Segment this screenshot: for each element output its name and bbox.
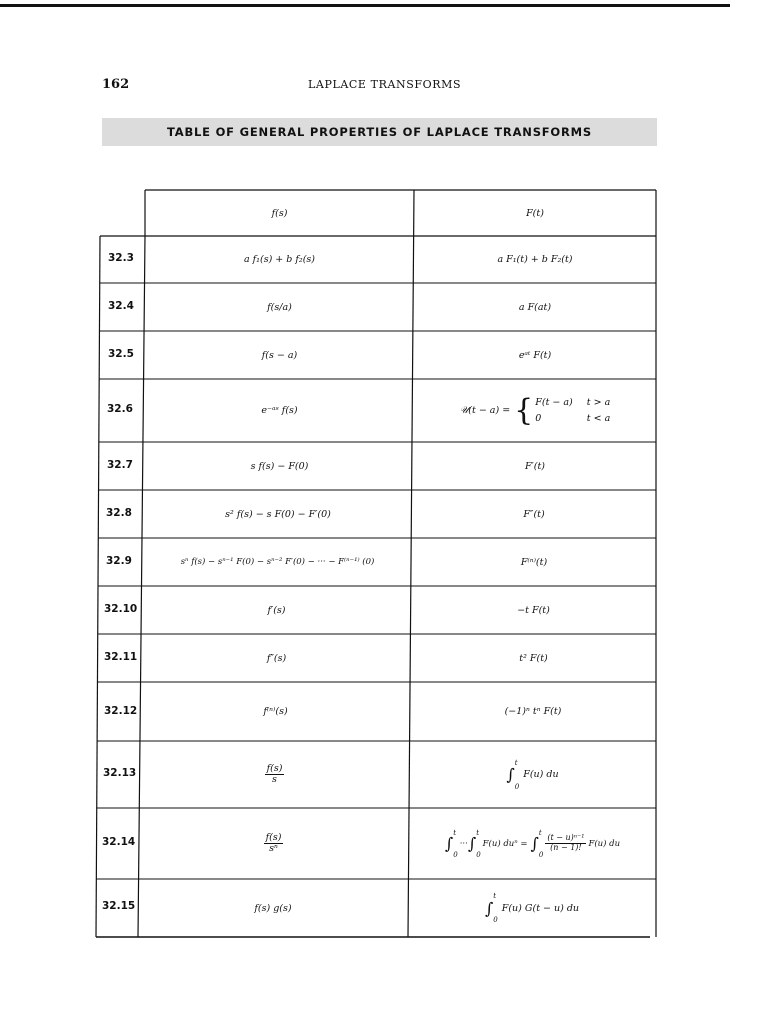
integral-limits <box>453 829 457 859</box>
table-title: TABLE OF GENERAL PROPERTIES OF LAPLACE TRANSFORMS <box>167 125 592 139</box>
case-2-condition: t < a <box>586 413 611 424</box>
integral-limits <box>476 829 480 859</box>
cell-fs: f″(s) <box>266 652 287 664</box>
cell-Ft: t² F(t) <box>519 652 548 664</box>
cell-fs: f(s/a) <box>267 301 292 313</box>
upper-limit: t <box>514 758 518 767</box>
row-number: 32.15 <box>102 900 136 912</box>
upper-limit: t <box>476 828 480 837</box>
integral-limits <box>539 829 543 859</box>
cell-Ft <box>409 741 656 808</box>
integrand-left: F(u) duⁿ = <box>482 838 528 849</box>
cell-fs: s² f(s) − s F(0) − F′(0) <box>225 508 331 520</box>
unit-step-lhs: 𝒰(t − a) = <box>459 405 511 416</box>
fraction <box>265 764 285 786</box>
cell-fs <box>139 808 408 879</box>
cell-Ft-piecewise <box>414 379 656 442</box>
cell-Ft: F′(t) <box>525 460 545 472</box>
row-number: 32.12 <box>104 705 138 717</box>
cell-fs: a f₁(s) + b f₂(s) <box>243 254 315 265</box>
case-2-value: 0 <box>535 413 542 424</box>
cell-Ft: a F₁(t) + b F₂(t) <box>497 254 573 265</box>
row-number: 32.10 <box>104 603 138 615</box>
upper-limit: t <box>453 828 457 837</box>
case-1-condition: t > a <box>586 397 611 408</box>
integrand: F(u) G(t − u) du <box>501 902 580 914</box>
integral-limits <box>493 892 497 924</box>
fraction-denominator: (n − 1)! <box>550 843 582 852</box>
cell-fs: f(s) g(s) <box>254 902 292 914</box>
cell-fs: f⁽ⁿ⁾(s) <box>263 706 288 717</box>
integral-sign: ∫ <box>444 834 454 853</box>
header-Ft: F(t) <box>526 207 544 219</box>
lower-limit: 0 <box>453 850 458 859</box>
cell-fs: s f(s) − F(0) <box>250 460 309 472</box>
cell-Ft: F⁽ⁿ⁾(t) <box>520 556 548 568</box>
case-1-value: F(t − a) <box>535 397 573 408</box>
integral-sign: ∫ <box>484 898 494 918</box>
lower-limit: 0 <box>538 850 544 859</box>
cell-Ft <box>409 808 656 879</box>
row-number: 32.14 <box>102 836 136 848</box>
cell-fs <box>140 741 409 808</box>
integrand: F(u) du <box>523 769 559 780</box>
upper-limit: t <box>493 892 497 900</box>
row-number: 32.7 <box>107 459 133 471</box>
row-number: 32.5 <box>108 348 134 360</box>
lower-limit: 0 <box>476 850 481 859</box>
row-number: 32.3 <box>108 252 134 264</box>
fraction-denominator: s <box>272 774 277 785</box>
row-number: 32.9 <box>106 555 132 567</box>
fraction-numerator: f(s) <box>266 762 283 774</box>
fraction <box>545 834 586 853</box>
cell-Ft: F″(t) <box>523 508 545 520</box>
fraction <box>264 833 284 855</box>
row-number: 32.8 <box>106 507 132 519</box>
page-number: 162 <box>102 77 130 92</box>
ellipsis: ··· <box>459 838 468 849</box>
left-brace: { <box>514 392 534 428</box>
cell-fs: e⁻ᵃˢ f(s) <box>261 405 298 416</box>
cell-fs: f′(s) <box>267 604 286 616</box>
integral-sign: ∫ <box>530 834 539 853</box>
integrand-right: F(u) du <box>588 838 621 849</box>
row-number: 32.13 <box>103 767 137 779</box>
cell-Ft: −t F(t) <box>517 604 550 616</box>
lower-limit: 0 <box>514 782 520 791</box>
fraction-numerator: (t − u)ⁿ⁻¹ <box>547 833 585 843</box>
cell-fs: f(s − a) <box>261 349 298 361</box>
cell-Ft: a F(at) <box>518 301 552 313</box>
header-fs: f(s) <box>271 207 288 219</box>
fraction-numerator: f(s) <box>265 831 282 843</box>
integral-sign: ∫ <box>506 765 515 784</box>
row-number: 32.4 <box>108 300 134 312</box>
row-number: 32.6 <box>107 403 133 415</box>
running-head: LAPLACE TRANSFORMS <box>308 78 462 91</box>
row-number: 32.11 <box>104 651 138 663</box>
cell-Ft: eᵃᵗ F(t) <box>518 349 552 361</box>
integral-sign: ∫ <box>467 834 477 853</box>
cell-fs: sⁿ f(s) − sⁿ⁻¹ F(0) − sⁿ⁻² F′(0) − ··· − F⁽ⁿ⁻¹⁾ (0) <box>180 557 375 567</box>
cell-Ft: (−1)ⁿ tⁿ F(t) <box>504 706 562 717</box>
lower-limit: 0 <box>493 916 498 924</box>
fraction-denominator: sⁿ <box>269 843 278 854</box>
cell-Ft <box>408 879 656 937</box>
upper-limit: t <box>538 828 542 837</box>
integral-limits <box>515 759 519 791</box>
piecewise-cases <box>535 397 610 424</box>
